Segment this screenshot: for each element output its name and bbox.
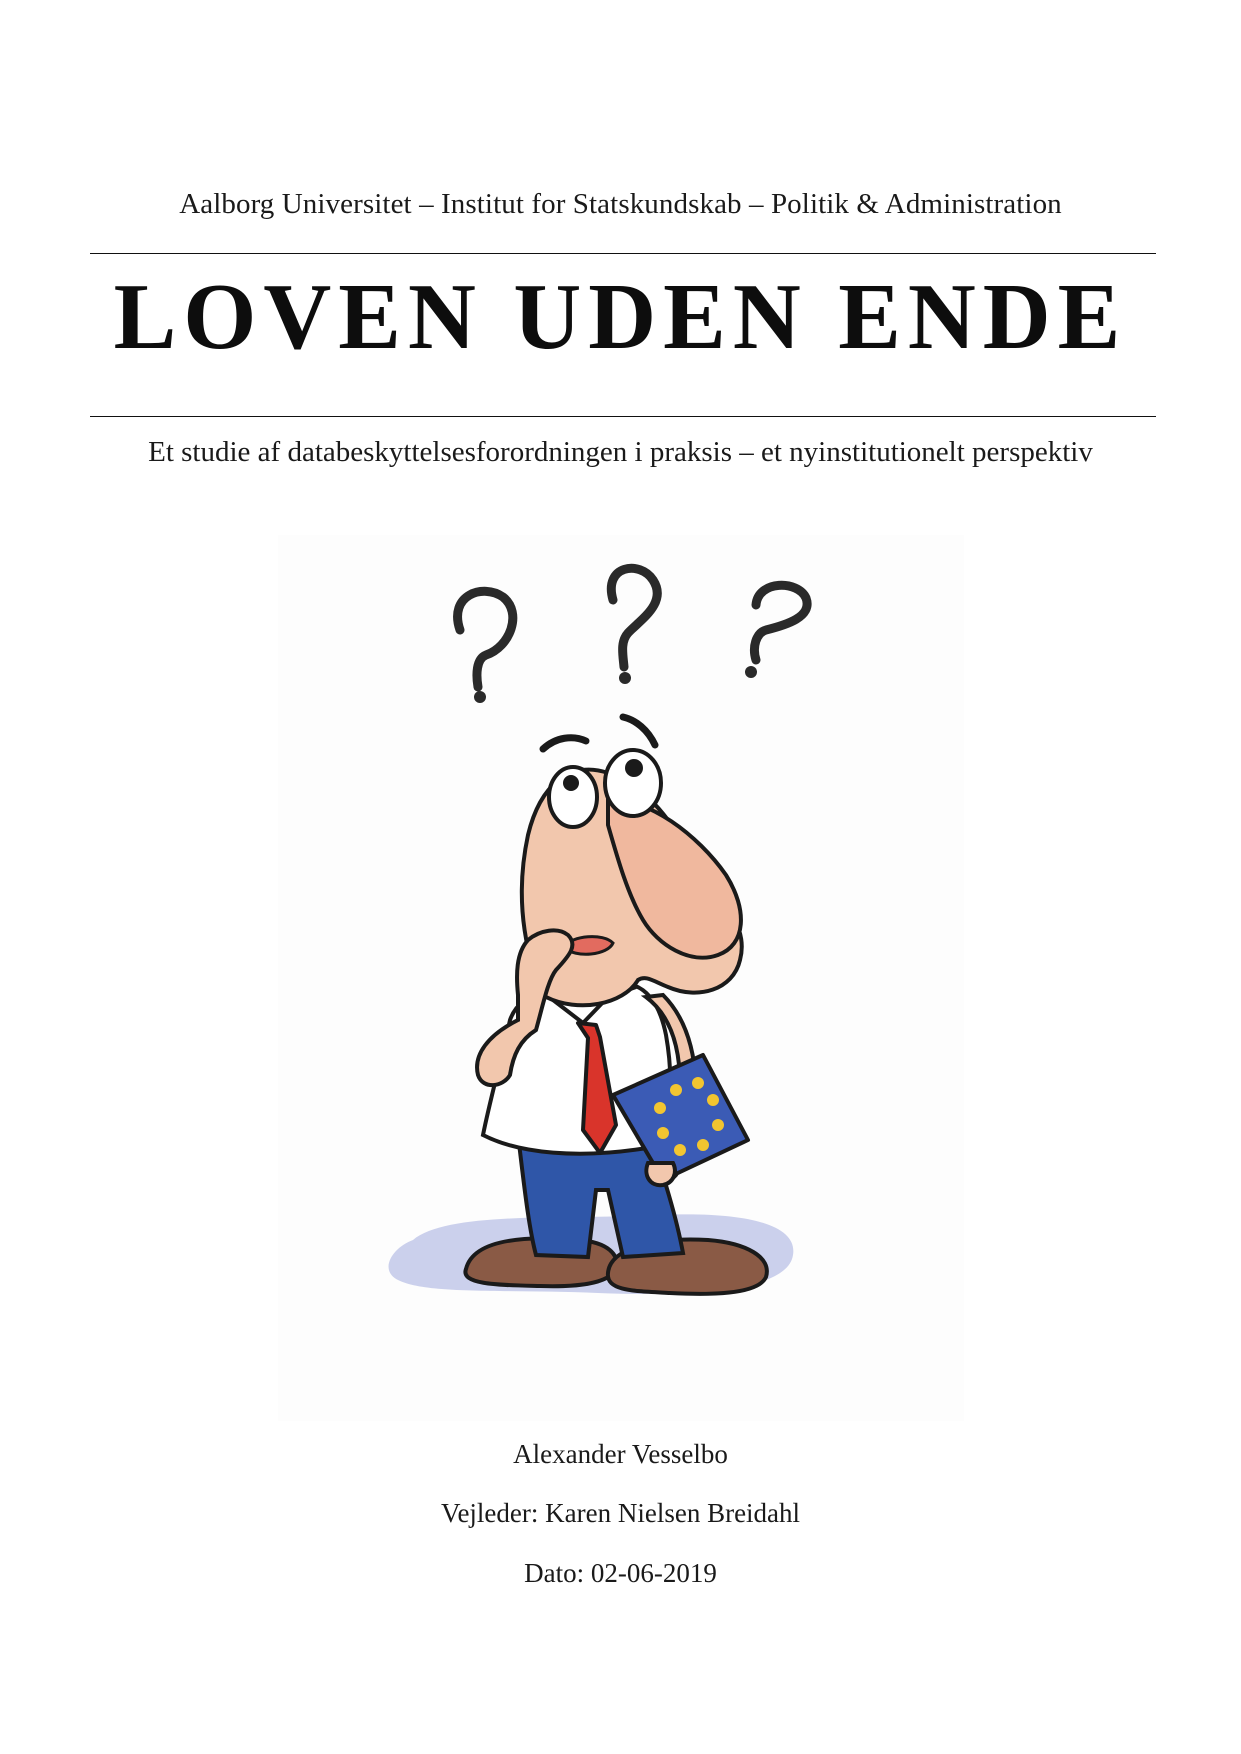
date-line: Dato: 02-06-2019 bbox=[524, 1558, 717, 1588]
author-name: Alexander Vesselbo bbox=[513, 1439, 728, 1469]
cartoon-man-confused-icon bbox=[278, 535, 964, 1421]
supervisor-line: Vejleder: Karen Nielsen Breidahl bbox=[440, 1498, 801, 1528]
page-title: LOVEN UDEN ENDE bbox=[113, 265, 1128, 369]
title-rule-bottom bbox=[90, 416, 1156, 417]
cover-illustration bbox=[278, 535, 964, 1421]
title-rule-top bbox=[90, 253, 1156, 254]
page-subtitle: Et studie af databeskyttelsesforordningen i praksis – et nyinstitutionelt perspektiv bbox=[148, 436, 1093, 468]
institution-header: Aalborg Universitet – Institut for Statskundskab – Politik & Administration bbox=[179, 188, 1062, 220]
